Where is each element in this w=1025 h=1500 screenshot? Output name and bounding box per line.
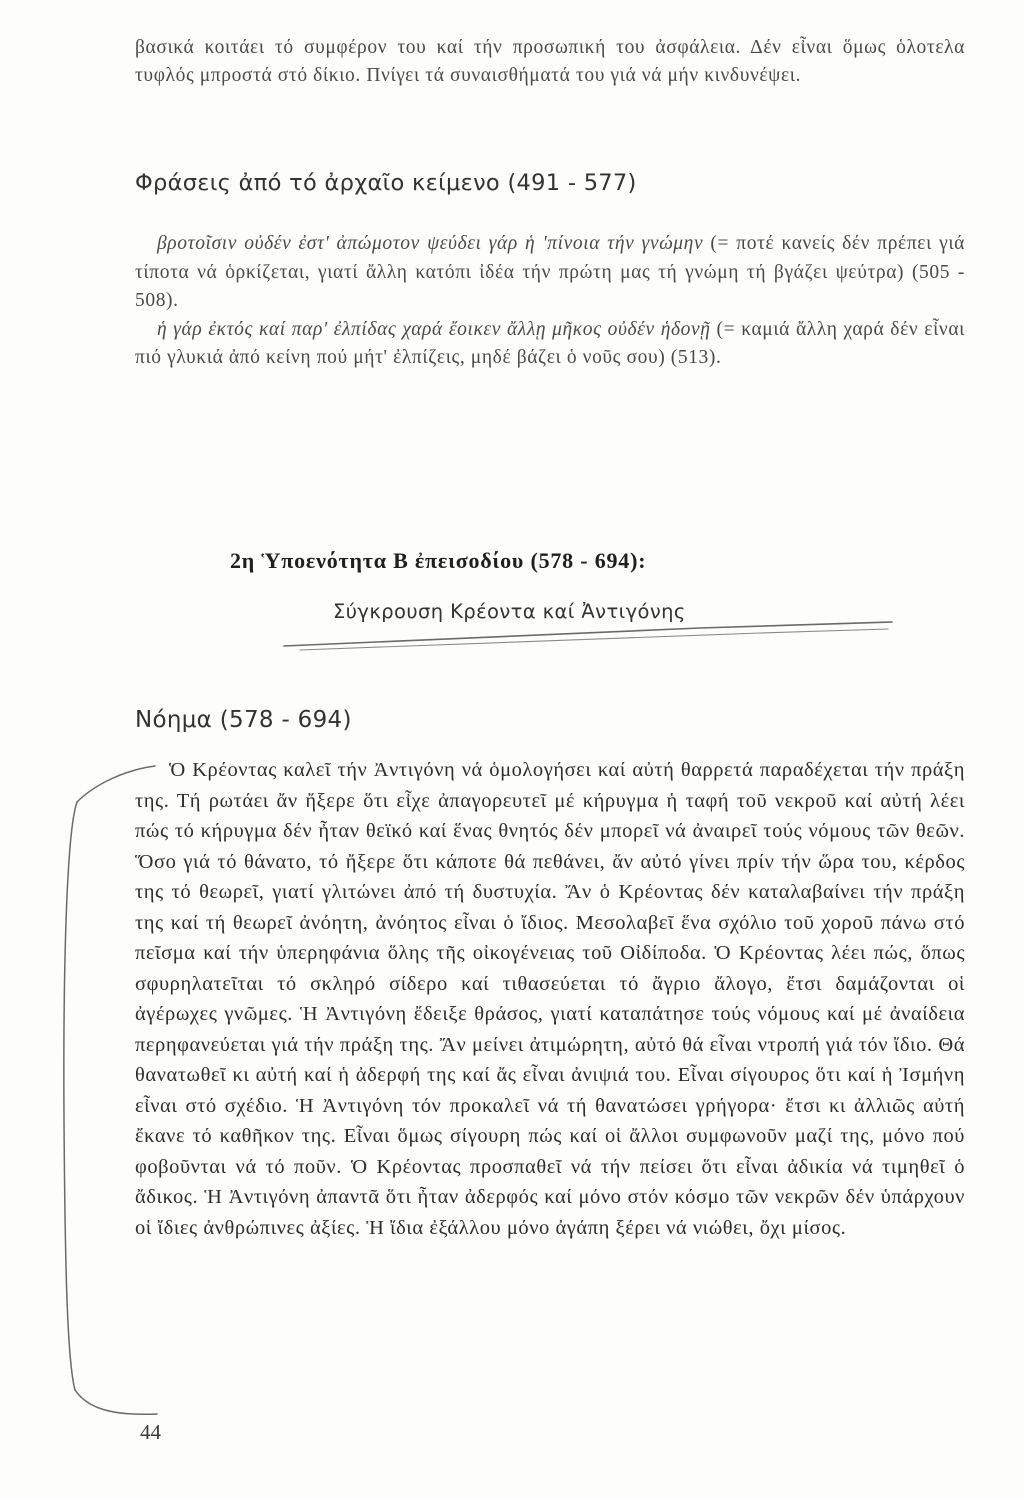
section-heading: 2η Ὑποενότητα Β ἐπεισοδίου (578 - 694):	[230, 548, 647, 573]
page-number: 44	[140, 1420, 161, 1444]
quote-2-greek: ἡ γάρ ἐκτός καί παρ' ἐλπίδας χαρά ἔοικεν ἄλλῃ μῆκος οὐδέν ἡδονῇ	[157, 318, 711, 340]
quote-1-translation: (= ποτέ κανείς δέν πρέπει γιά τίποτα νά ὁρκίζεται, γιατί ἄλλη κατόπι ἰδέα τήν πρώτη μας τή γνώμη τή βγάζει ψεύτρα) (505 - 508).	[135, 233, 965, 311]
intro-text-block	[135, 34, 965, 89]
quote-2-translation: (= καμιά ἄλλη χαρά δέν εἶναι πιό γλυκιά ἀπό κείνη πού μήτ' ἐλπίζεις, μηδέ βάζει ὁ νοῦς σου) (513).	[135, 318, 965, 368]
quote-2	[135, 316, 965, 373]
ancient-quotes-block	[135, 230, 965, 373]
section-subtitle: Σύγκρουση Κρέοντα καί Ἀντιγόνης	[333, 600, 686, 623]
bracket-bottom-arc	[75, 1390, 157, 1414]
underline-stroke-1	[284, 622, 892, 646]
quote-1-greek: βροτοῖσιν οὐδέν ἐστ' ἀπώμοτον ψεύδει γάρ ἡ 'πίνοια τήν γνώμην	[157, 233, 704, 254]
meaning-paragraph: Ὁ Κρέοντας καλεῖ τήν Ἀντιγόνη νά ὁμολογήσει καί αὐτή θαρρετά παραδέχεται τήν πράξη της. Τή ρωτάει ἄν ἤξερε ὅτι εἶχε ἀπαγορευτεῖ μέ κήρυγμα ἡ ταφή τοῦ νεκροῦ καί αὐτή λέει πώς τό κήρυγμα δέν ἦταν θεϊκό καί ἕνας θνητός δέν μπορεῖ νά ἀναιρεῖ τούς νόμους τῶν θεῶν. Ὅσο γιά τό θάνατο, τό ἤξερε ὅτι κάποτε θά πεθάνει, ἄν αὐτό γίνει πρίν τήν ὥρα του, κέρδος της τό θεωρεῖ, γιατί γλιτώνει ἀπό τή δυστυχία. Ἄν ὁ Κρέοντας δέν καταλαβαίνει τήν πράξη της καί τή θεωρεῖ ἀνόητη, ἀνόητος εἶναι ὁ ἴδιος. Μεσολαβεῖ ἕνα σχόλιο τοῦ χοροῦ πάνω στό πεῖσμα καί τήν ὑπερηφάνια ὅλης τῆς οἰκογένειας τοῦ Οἰδίποδα. Ὁ Κρέοντας λέει πώς, ὅπως σφυρηλατεῖται τό σκληρό σίδερο καί τιθασεύεται τό ἄγριο ἄλογο, ἔτσι δαμάζονται οἱ ἀγέρωχες γνῶμες. Ἡ Ἀντιγόνη ἔδειξε θράσος, γιατί καταπάτησε τούς νόμους καί μέ ἀναίδεια περηφανεύεται γιά τήν πράξη της. Ἄν μείνει ἀτιμώρητη, αὐτό θά εἶναι ντροπή γιά τόν ἴδιο. Θά θανατωθεῖ κι αὐτή καί ἡ ἀδερφή της καί ἄς εἶναι ἀνιψιά του. Εἶναι σίγουρος ὅτι καί ἡ Ἰσμήνη εἶναι στό σχέδιο. Ἡ Ἀντιγόνη τόν προκαλεῖ νά τή θανατώσει γρήγορα· ἔτσι κι ἀλλιῶς αὐτή ἔκανε τό καθῆκον της. Εἶναι ὅμως σίγουρη πώς καί οἱ ἄλλοι συμφωνοῦν μαζί της, μόνο πού φοβοῦνται νά τό ποῦν. Ὁ Κρέοντας προσπαθεῖ νά τήν πείσει ὅτι εἶναι ἀδικία νά τιμηθεῖ ὁ ἄδικος. Ἡ Ἀντιγόνη ἀπαντᾶ ὅτι ἦταν ἀδερφός καί μόνο στόν κόσμο τῶν νεκρῶν δέν ὑπάρχουν οἱ ἴδιες ἀνθρώπινες ἀξίες. Ἡ ἴδια ἐξάλλου μόνο ἀγάπη ξέρει νά νιώθει, ὄχι μίσος.	[135, 759, 965, 1239]
handwritten-underline	[280, 612, 900, 662]
meaning-heading: Νόημα (578 - 694)	[135, 707, 352, 733]
intro-paragraph: βασικά κοιτάει τό συμφέρον του καί τήν προσωπική του ἀσφάλεια. Δέν εἶναι ὅμως ὁλοτελα τυφλός μπροστά στό δίκιο. Πνίγει τά συναισθήματά του γιά νά μήν κινδυνέψει.	[135, 37, 965, 86]
phrases-heading: Φράσεις ἀπό τό ἀρχαῖο κείμενο (491 - 577)	[135, 170, 637, 196]
bracket-vertical-stroke	[64, 802, 77, 1390]
quote-1	[135, 230, 965, 316]
